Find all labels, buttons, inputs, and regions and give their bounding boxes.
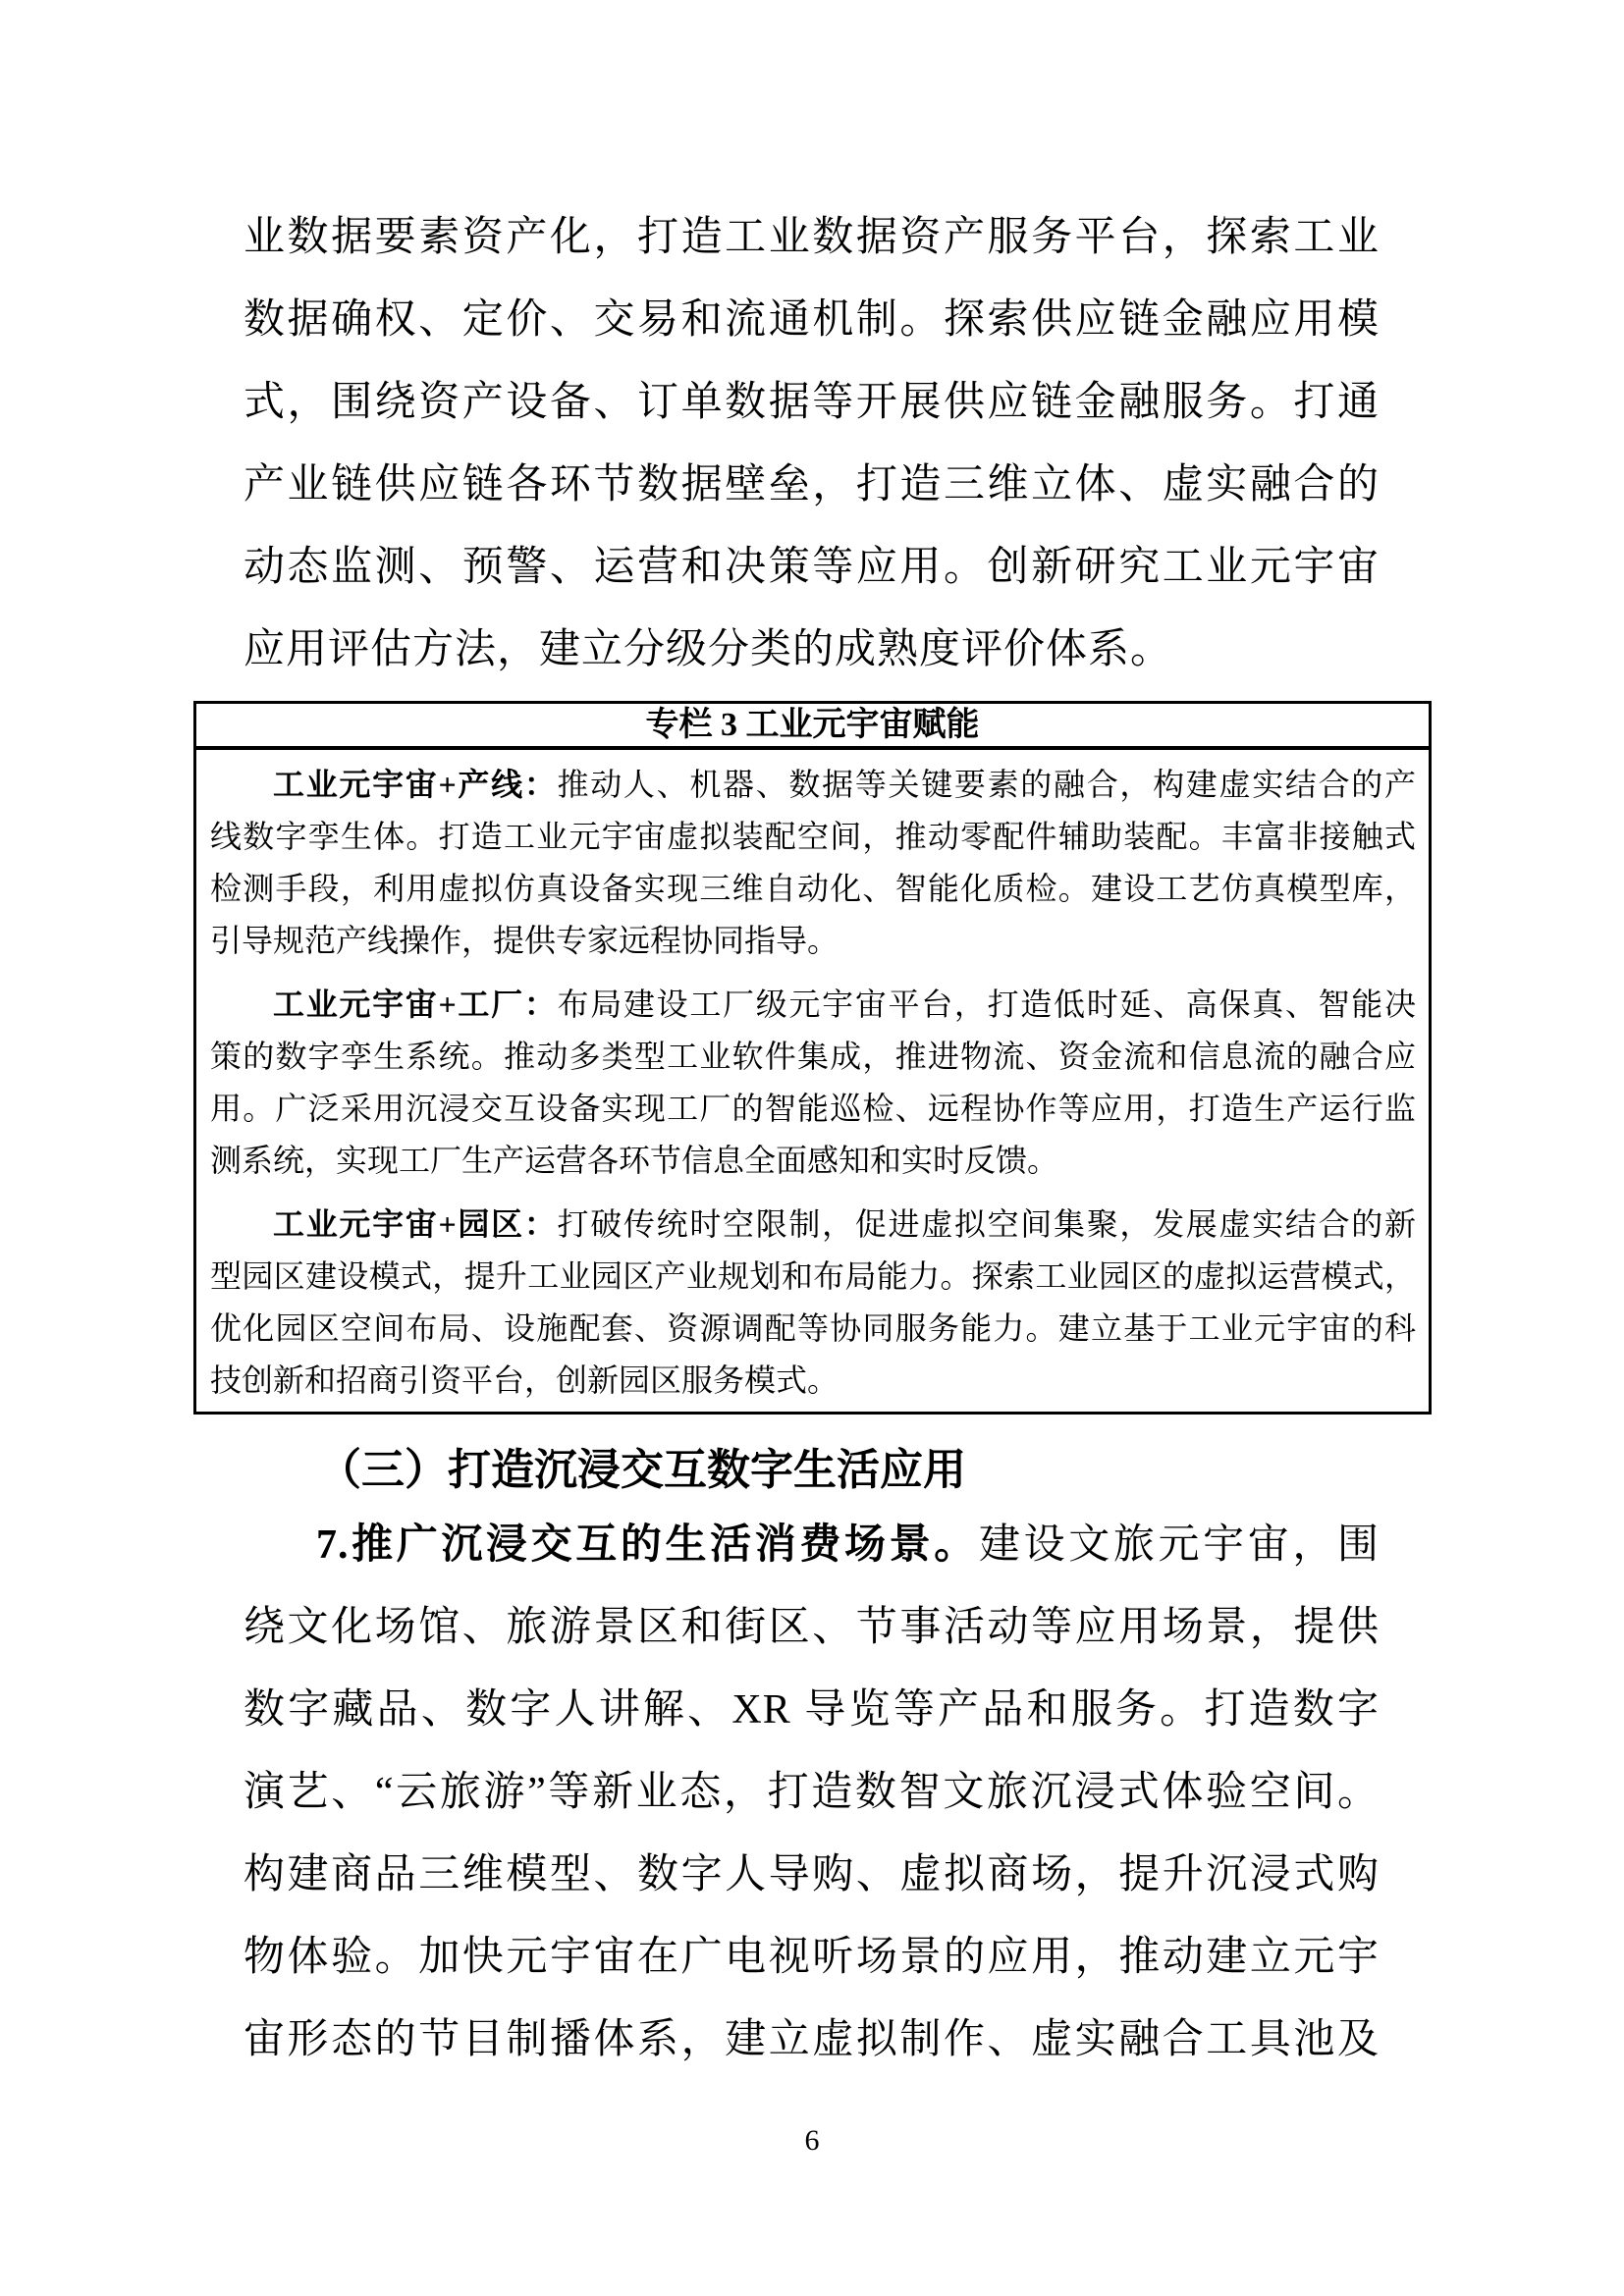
line-text: 打破传统时空限制，促进虚拟空间集聚，发展虚实结合的新: [557, 1206, 1416, 1242]
text-line: 构建商品三维模型、数字人导购、虚拟商场，提升沉浸式购: [244, 1852, 1380, 1897]
text-line: 引导规范产线操作，提供专家远程协同指导。: [210, 923, 839, 958]
paragraph-7: [244, 1504, 1380, 2081]
text-line: 应用评估方法，建立分级分类的成熟度评价体系。: [244, 627, 1173, 672]
paragraph-lead: 工业元宇宙+产线：: [273, 767, 558, 802]
text-line: 优化园区空间布局、设施配套、资源调配等协同服务能力。建立基于工业元宇宙的科: [210, 1310, 1416, 1346]
text-line: [244, 1504, 1380, 1586]
text-line: 宙形态的节目制播体系，建立虚拟制作、虚实融合工具池及: [244, 2017, 1380, 2062]
text-line: 业数据要素资产化，打造工业数据资产服务平台，探索工业: [244, 215, 1380, 260]
line-text: 布局建设工厂级元宇宙平台，打造低时延、高保真、智能决: [557, 987, 1416, 1022]
text-line: [210, 979, 1416, 1031]
box-paragraph-production-line: [210, 759, 1416, 967]
paragraph-lead: 工业元宇宙+工厂：: [273, 987, 558, 1022]
callout-box: [193, 701, 1432, 1415]
text-line: 产业链供应链各环节数据壁垒，打造三维立体、虚实融合的: [244, 462, 1380, 507]
intro-paragraph: [244, 0, 1380, 691]
paragraph-lead: 工业元宇宙+园区：: [273, 1206, 558, 1242]
section-heading: （三）打造沉浸交互数字生活应用: [318, 1446, 966, 1494]
text-line: 数据确权、定价、交易和流通机制。探索供应链金融应用模: [244, 297, 1380, 343]
text-line: 型园区建设模式，提升工业园区产业规划和布局能力。探索工业园区的虚拟运营模式，: [210, 1258, 1416, 1294]
box-paragraph-industrial-park: [210, 1199, 1416, 1407]
callout-box-title: 专栏 3 工业元宇宙赋能: [196, 704, 1429, 750]
box-paragraph-factory: [210, 979, 1416, 1187]
text-line: 绕文化场馆、旅游景区和街区、节事活动等应用场景，提供: [244, 1605, 1380, 1650]
paragraph-lead: 7.推广沉浸交互的生活消费场景。: [316, 1522, 979, 1568]
line-text: 推动人、机器、数据等关键要素的融合，构建虚实结合的产: [557, 767, 1416, 802]
text-line: 式，围绕资产设备、订单数据等开展供应链金融服务。打通: [244, 380, 1380, 425]
text-line: 策的数字孪生系统。推动多类型工业软件集成，推进物流、资金流和信息流的融合应: [210, 1039, 1416, 1074]
callout-box-body: [196, 750, 1429, 1412]
text-line: 技创新和招商引资平台，创新园区服务模式。: [210, 1362, 839, 1398]
text-line: 用。广泛采用沉浸交互设备实现工厂的智能巡检、远程协作等应用，打造生产运行监: [210, 1091, 1416, 1126]
text-line: 动态监测、预警、运营和决策等应用。创新研究工业元宇宙: [244, 545, 1380, 590]
line-text: 建设文旅元宇宙，围: [978, 1522, 1380, 1568]
text-line: 物体验。加快元宇宙在广电视听场景的应用，推动建立元宇: [244, 1935, 1380, 1980]
text-line: 数字藏品、数字人讲解、XR 导览等产品和服务。打造数字: [244, 1687, 1380, 1733]
page-number: 6: [804, 2124, 820, 2157]
text-line: [210, 1199, 1416, 1251]
text-line: 测系统，实现工厂生产运营各环节信息全面感知和实时反馈。: [210, 1143, 1059, 1178]
text-line: 演艺、“云旅游”等新业态，打造数智文旅沉浸式体验空间。: [244, 1770, 1380, 1815]
text-line: [210, 759, 1416, 811]
text-line: 线数字孪生体。打造工业元宇宙虚拟装配空间，推动零配件辅助装配。丰富非接触式: [210, 819, 1416, 854]
text-line: 检测手段，利用虚拟仿真设备实现三维自动化、智能化质检。建设工艺仿真模型库，: [210, 871, 1416, 906]
